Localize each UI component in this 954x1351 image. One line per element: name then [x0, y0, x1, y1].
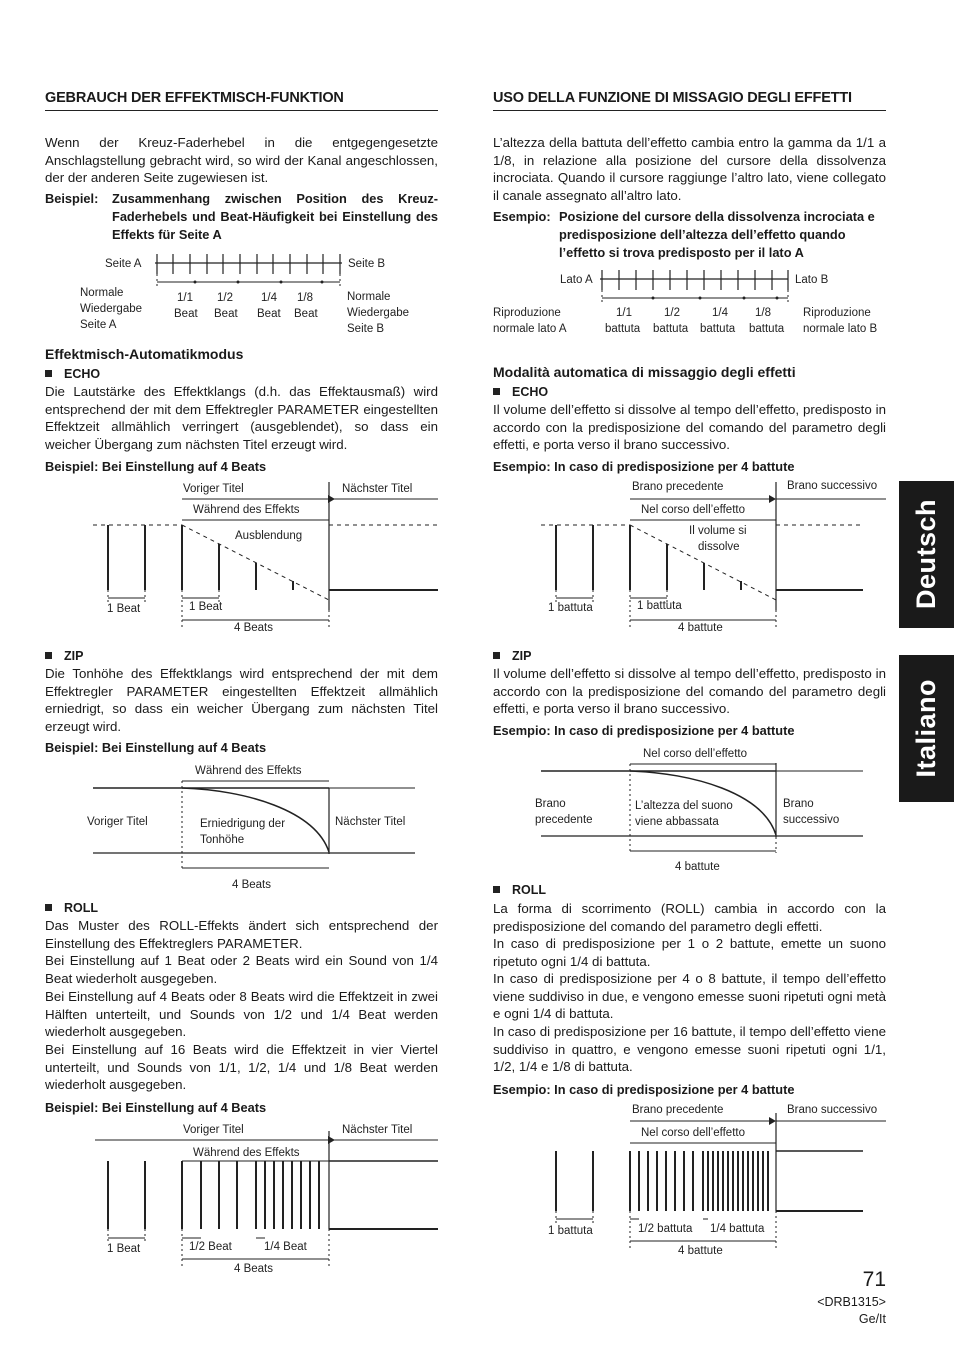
zip-text-de: Die Tonhöhe des Effektklangs wird entsprechend der mit dem Effektregler PARAMETER eingestellten Effektzeit allmählich erniedrigt, so dass ein weicher Übergang zum nächsten Titel erzeugt wird. [45, 666, 438, 734]
label-pitch-l1: Erniedrigung der [200, 818, 286, 830]
label-quarter: 1/4 battuta [710, 1223, 765, 1235]
auto-mode-title-it: Modalità automatica di missaggio degli effetti [493, 364, 796, 380]
fraction-3: 1/4 [712, 307, 728, 319]
example-caption-it [493, 208, 886, 264]
label-during: Während des Effekts [195, 765, 302, 777]
fraction-1: 1/1 [616, 307, 632, 319]
label-prev-l2: precedente [535, 814, 593, 826]
label-during: Während des Effekts [193, 1147, 300, 1159]
page-number: 71 [862, 1268, 886, 1291]
label-half: 1/2 battuta [638, 1223, 693, 1235]
label-side-b: Lato B [795, 274, 829, 286]
zip-title-de: ZIP [45, 648, 83, 666]
zip-example-de: Beispiel: Bei Einstellung auf 4 Beats [45, 740, 267, 755]
label-fade-l2: dissolve [698, 541, 740, 553]
zip-example-it: Esempio: In caso di predisposizione per 4 battute [493, 723, 795, 738]
left-label-l2: Wiedergabe [80, 303, 143, 315]
roll-p2-it: In caso di predisposizione per 1 o 2 battute, emette un suono ripetuto ogni 1/4 di battuta. [493, 936, 886, 969]
label-during: Während des Effekts [193, 504, 300, 516]
auto-mode-title-de: Effektmisch-Automatikmodus [45, 346, 244, 362]
label-four-beats: 4 Beats [232, 879, 271, 891]
echo-diagram-de [45, 478, 438, 638]
roll-title-it: ROLL [493, 882, 546, 900]
label-one-beat: 1 Beat [107, 1243, 141, 1255]
zip-title-it: ZIP [493, 648, 531, 666]
label-prev-l1: Brano [535, 798, 566, 810]
label-one: 1 battuta [548, 1225, 593, 1237]
label-pitch-l1: L’altezza del suono [635, 800, 733, 812]
left-label-l1: Normale [80, 287, 124, 299]
label-next: Nächster Titel [335, 816, 406, 828]
echo-example-de: Beispiel: Bei Einstellung auf 4 Beats [45, 459, 267, 474]
example-label: Beispiel: [45, 191, 99, 206]
tab-italiano-label: Italiano [911, 679, 941, 778]
label-prev: Brano precedente [632, 1104, 724, 1116]
zip-diagram-de [45, 760, 438, 895]
label-four: 4 battute [678, 622, 723, 634]
label-side-a: Seite A [105, 258, 142, 270]
beat-3: Beat [257, 308, 281, 320]
intro-paragraph-it: L’altezza della battuta dell’effetto cambia entro la gamma da 1/1 a 1/8, in relazione alla posizione del cursore della dissolvenza incrociata. Quando il cursore raggiunge l’altro lato, viene collegato il canale assegnato all’altro lato. [493, 135, 886, 203]
fraction-2: 1/2 [664, 307, 680, 319]
tab-italiano [899, 655, 954, 802]
label-prev: Voriger Titel [183, 483, 244, 495]
label-fade-l1: Il volume si [689, 525, 747, 537]
label-next-l1: Brano [783, 798, 814, 810]
fraction-2: 1/2 [217, 292, 233, 304]
label-during: Nel corso dell’effetto [643, 748, 747, 760]
label-next: Brano successivo [787, 1104, 878, 1116]
roll-p2-de: Bei Einstellung auf 1 Beat oder 2 Beats wird ein Sound von 1/4 Beat wiederholt ausgegeben. [45, 953, 438, 986]
label-quarter-beat: 1/4 Beat [264, 1241, 307, 1253]
roll-title-de: ROLL [45, 900, 98, 918]
label-half-beat: 1/2 Beat [189, 1241, 232, 1253]
beat-3: battuta [700, 323, 736, 335]
label-next-l2: successivo [783, 814, 840, 826]
beat-1: battuta [605, 323, 641, 335]
label-one-a: 1 battuta [548, 602, 593, 614]
label-during: Nel corso dell’effetto [641, 504, 745, 516]
beat-2: battuta [653, 323, 689, 335]
roll-example-de: Beispiel: Bei Einstellung auf 4 Beats [45, 1100, 267, 1115]
label-one-beat-a: 1 Beat [107, 603, 141, 615]
label-next: Nächster Titel [342, 1124, 413, 1136]
label-during: Nel corso dell’effetto [641, 1127, 745, 1139]
left-label-l2: normale lato A [493, 323, 567, 335]
label-four-beats: 4 Beats [234, 1263, 273, 1275]
beat-2: Beat [214, 308, 238, 320]
example-label: Esempio: [493, 209, 551, 224]
label-one-beat-b: 1 Beat [189, 601, 223, 613]
label-prev: Voriger Titel [183, 1124, 244, 1136]
fraction-3: 1/4 [261, 292, 277, 304]
label-side-a: Lato A [560, 274, 593, 286]
roll-p4-de: Bei Einstellung auf 16 Beats wird die Effektzeit in vier Viertel unterteilt, und Sounds von 1/1, 1/2, 1/4 und 1/8 Beat werden wiederholt ausgegeben. [45, 1042, 438, 1092]
echo-title-de: ECHO [45, 366, 100, 384]
document-code [817, 1294, 886, 1328]
intro-paragraph-de: Wenn der Kreuz-Faderhebel in die entgegengesetzte Anschlagstellung gebracht wird, so wird der Kanal angeschlossen, der der anderen Seite zugewiesen ist. [45, 135, 438, 185]
label-prev: Brano precedente [632, 481, 724, 493]
example-caption-de [45, 190, 438, 246]
right-label-l1: Riproduzione [803, 307, 871, 319]
roll-p3-it: In caso di predisposizione per 4 o 8 battute, il tempo dell’effetto viene suddiviso in due, e vengono emesse suoni ripetuti ogni metà e ogni 1/4 di battuta. [493, 971, 886, 1021]
roll-example-it: Esempio: In caso di predisposizione per 4 battute [493, 1082, 795, 1097]
beat-4: battuta [749, 323, 785, 335]
echo-title-it: ECHO [493, 384, 548, 402]
zip-text-it: Il volume dell’effetto si dissolve al tempo dell’effetto, predisposto in accordo con la predisposizione del comando del parametro degli effetti, e porta verso il brano successivo. [493, 666, 886, 716]
echo-text-it: Il volume dell’effetto si dissolve al tempo dell’effetto, predisposto in accordo con la predisposizione del comando del parametro degli effetti, e porta verso il brano successivo. [493, 402, 886, 452]
doc-code: <DRB1315> [817, 1295, 886, 1309]
label-next: Nächster Titel [342, 483, 413, 495]
tab-deutsch-label: Deutsch [911, 499, 941, 610]
fader-diagram-de [45, 252, 438, 342]
echo-text-de: Die Lautstärke des Effektklangs (d.h. das Effektausmaß) wird entsprechend der mit dem Effektregler PARAMETER eingestellten Effektzeit allmählich verringert (ausgeblendet), so dass ein weicher Übergang zum nächsten Titel erzeugt wird. [45, 384, 438, 452]
beat-4: Beat [294, 308, 318, 320]
section-title-it: USO DELLA FUNZIONE DI MISSAGIO DEGLI EFFETTI [493, 90, 886, 111]
roll-p4-it: In caso di predisposizione per 16 battute, il tempo dell’effetto viene suddiviso in quattro, e vengono emesse suoni ripetuti ogni 1/1, 1/2, 1/4 e 1/8 di battuta. [493, 1024, 886, 1074]
zip-diagram-it [493, 743, 886, 878]
fraction-1: 1/1 [177, 292, 193, 304]
right-label-l2: normale lato B [803, 323, 878, 335]
fraction-4: 1/8 [297, 292, 313, 304]
echo-example-it: Esempio: In caso di predisposizione per 4 battute [493, 459, 795, 474]
label-pitch-l2: viene abbassata [635, 816, 719, 828]
beat-1: Beat [174, 308, 198, 320]
example-text: Zusammenhang zwischen Position des Kreuz-Faderhebels und Beat-Häufigkeit bei Einstellung des Effekts für Seite A [112, 191, 438, 242]
right-label-l2: Wiedergabe [347, 307, 410, 319]
roll-diagram-de [45, 1119, 438, 1279]
left-label-l1: Riproduzione [493, 307, 561, 319]
left-label-l3: Seite A [80, 319, 117, 331]
label-fade: Ausblendung [235, 530, 303, 542]
label-four: 4 battute [675, 861, 720, 873]
example-text: Posizione del cursore della dissolvenza incrociata e predisposizione dell’altezza dell’effetto quando l’effetto si trova predisposto per il lato A [559, 209, 875, 260]
roll-diagram-it [493, 1101, 886, 1261]
tab-deutsch [899, 481, 954, 628]
roll-p1-de: Das Muster des ROLL-Effekts ändert sich entsprechend der Einstellung des Effektreglers PARAMETER. [45, 918, 438, 951]
label-one-b: 1 battuta [637, 600, 682, 612]
right-label-l1: Normale [347, 291, 391, 303]
right-label-l3: Seite B [347, 323, 385, 335]
label-side-b: Seite B [348, 258, 386, 270]
doc-lang: Ge/It [858, 1312, 886, 1326]
fraction-4: 1/8 [755, 307, 771, 319]
roll-p1-it: La forma di scorrimento (ROLL) cambia in accordo con la predisposizione del comando del parametro degli effetti. [493, 901, 886, 934]
section-title-de: GEBRAUCH DER EFFEKTMISCH-FUNKTION [45, 90, 438, 111]
label-four: 4 battute [678, 1245, 723, 1257]
label-four-beats: 4 Beats [234, 622, 273, 634]
roll-p3-de: Bei Einstellung auf 4 Beats oder 8 Beats wird die Effektzeit in zwei Hälften unterteilt, und Sounds von 1/2 und 1/4 Beat werden wiederholt ausgegeben. [45, 989, 438, 1039]
label-pitch-l2: Tonhöhe [200, 834, 245, 846]
fader-diagram-it [493, 268, 886, 340]
label-prev: Voriger Titel [87, 816, 148, 828]
echo-diagram-it [493, 478, 886, 638]
label-next: Brano successivo [787, 480, 878, 492]
